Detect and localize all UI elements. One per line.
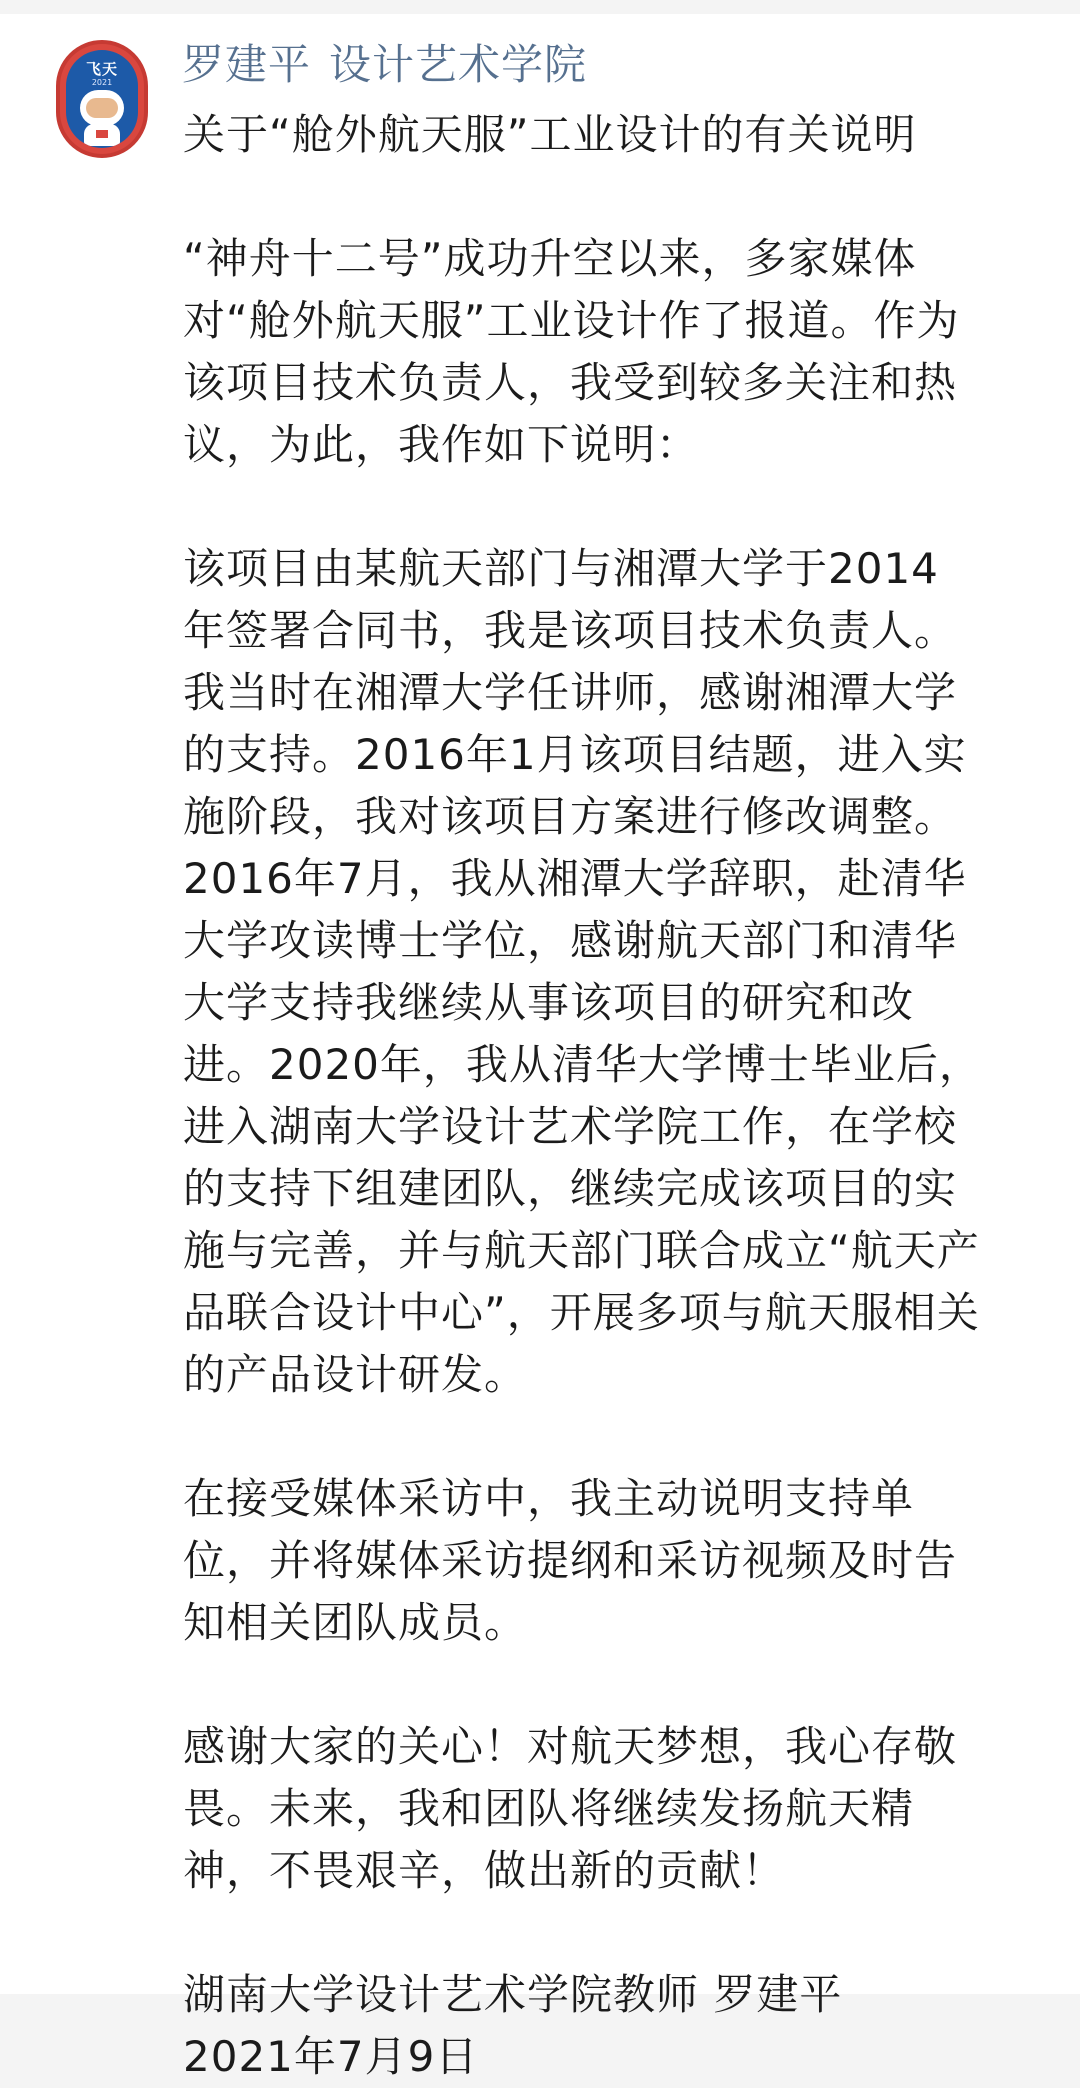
- astronaut-face-icon: [86, 98, 118, 118]
- avatar-badge-text: 飞天: [85, 60, 118, 78]
- paragraph-thanks: 感谢大家的关心！对航天梦想，我心存敬 畏。未来，我和团队将继续发扬航天精 神，不畏艰辛，做出新的贡献！: [183, 1722, 958, 1895]
- paragraph-spacer: [183, 1406, 1043, 1468]
- post-title: 关于“舱外航天服”工业设计的有关说明: [183, 110, 917, 159]
- paragraph-spacer: [183, 1902, 1043, 1964]
- author-header[interactable]: [182, 32, 587, 92]
- paragraph-intro: “神舟十二号”成功升空以来，多家媒体 对“舱外航天服”工业设计作了报道。作为 该项目技术负责人，我受到较多关注和热 议，为此，我作如下说明：: [183, 234, 960, 469]
- flag-icon: [96, 130, 108, 138]
- avatar-year-text: 2021: [91, 78, 113, 87]
- paragraph-history: 该项目由某航天部门与湘潭大学于2014 年签署合同书，我是该项目技术负责人。 我当时在湘潭大学任讲师，感谢湘潭大学 的支持。2016年1月该项目结题，进入实 施阶段，我对该项目方案进行修改调整。 2016年7月，我从湘潭大学辞职，赴清华 大学攻读博士学位，感谢航天部门和清华 大学支持我继续从事该项目的研究和改 进。2020年，我从清华大学博士毕业后， 进入湖南大学设计艺术学院工作，在学校 的支持下组建团队，继续完成该项目的实 施与完善，并与航天部门联合成立“航天产 品联合设计中心”，开展多项与航天服相关 的产品设计研发。: [183, 544, 982, 1399]
- post-date: 2021年7月9日: [183, 2032, 479, 2081]
- post-card: [0, 14, 1080, 2081]
- paragraph-spacer: [183, 1654, 1043, 1716]
- author-department: 设计艺术学院: [329, 40, 588, 89]
- paragraph-spacer: [183, 476, 1043, 538]
- signature: 湖南大学设计艺术学院教师 罗建平: [183, 1970, 843, 2019]
- post-body: [183, 104, 1043, 2088]
- author-avatar[interactable]: [56, 40, 148, 158]
- paragraph-media: 在接受媒体采访中，我主动说明支持单 位，并将媒体采访提纲和采访视频及时告 知相关团队成员。: [183, 1474, 958, 1647]
- paragraph-spacer: [183, 166, 1043, 228]
- author-name[interactable]: 罗建平: [182, 40, 312, 89]
- astronaut-avatar-icon: [66, 50, 138, 148]
